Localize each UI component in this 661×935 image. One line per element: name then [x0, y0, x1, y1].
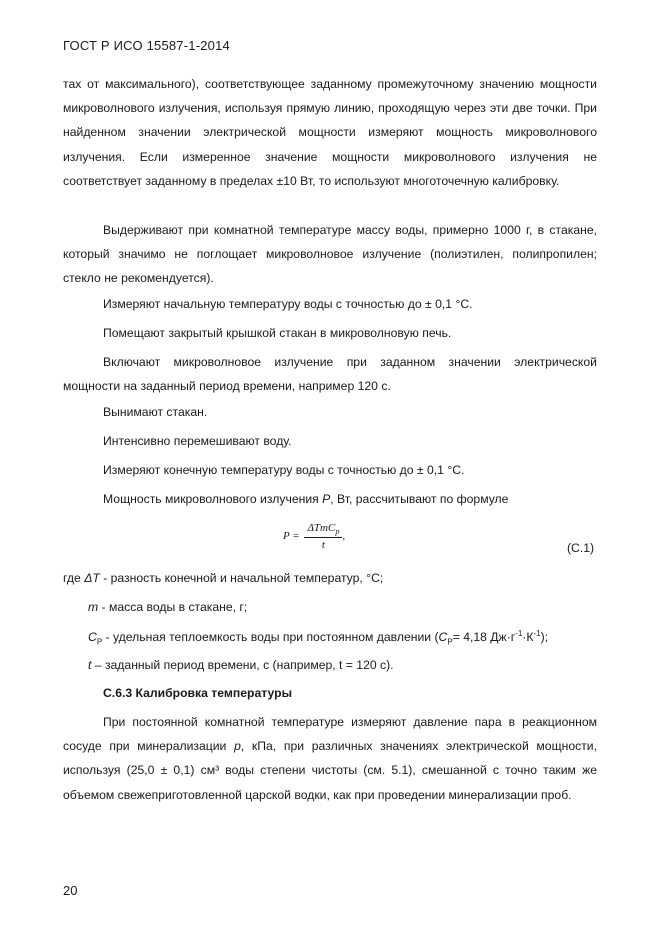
where-delta-t [63, 571, 383, 585]
where-cp-end: ); [540, 630, 549, 645]
paragraph-water-prep-text: Выдерживают при комнатной температуре массу воды, примерно 1000 г, в стакане, который значимо не поглощает микроволновое излучение (полиэтилен, полипропилен; стекло не рекомендуется). [63, 223, 597, 286]
where-cp-sub: P [96, 637, 103, 647]
where-cp-value-sub: P [447, 637, 453, 647]
formula-intro-text: Мощность микроволнового излучения [103, 492, 323, 506]
paragraph-temp-calibration-text-end: , кПа, при различных значениях электрической мощности, используя (25,0 ± 0,1) см³ воды степени чистоты (см. 5.1), смешанной с точно таким же объемом свежеприготовленной царской водки, как при проведении минерализации проб. [63, 739, 597, 802]
where-cp-value: = 4,18 Дж·г [452, 630, 516, 645]
paragraph-temp-calibration-variable: p [234, 739, 241, 754]
where-t [88, 658, 394, 672]
formula-numerator [304, 522, 342, 538]
where-cp-variable: C [88, 630, 97, 645]
where-cp-value-variable: C [438, 630, 448, 645]
where-cp [88, 629, 548, 647]
formula-numerator-text: ΔTmC [307, 522, 336, 534]
where-cp-exp1: -1 [515, 629, 523, 638]
step-stir: Интенсивно перемешивают воду. [103, 434, 292, 448]
paragraph-switch-on [63, 350, 597, 398]
paragraph-continuation: тах от максимального), соответствующее заданному промежуточному значению мощности микроволнового излучения, используя прямую линию, проходящую через эти две точки. При найденном значении электрической мощности измеряют мощность микроволнового излучения. Если измеренное значение мощности микроволнового излучения не соответствует заданному в пределах ±10 Вт, то используют многоточечную калибровку. [63, 77, 597, 188]
section-heading: С.6.3 Калибровка температуры [103, 686, 292, 700]
formula-intro-text-end: , Вт, рассчитывают по формуле [330, 492, 509, 506]
formula-intro [103, 492, 508, 506]
paragraph-temp-calibration [63, 710, 597, 807]
paragraph-switch-on-text: Включают микроволновое излучение при заданном значении электрической мощности на заданный период времени, например 120 с. [63, 355, 597, 394]
paragraph-temp-calibration-text: При постоянной комнатной температуре измеряют давление пара в реакционном сосуде при минерализации [63, 715, 597, 754]
step-initial-temp: Измеряют начальную температуру воды с точностью до ± 0,1 °С. [103, 297, 473, 311]
formula-tail: , [342, 530, 346, 543]
formula-c1 [283, 522, 345, 551]
step-place-beaker: Помещают закрытый крышкой стакан в микроволновую печь. [103, 326, 452, 340]
paragraph-water-prep [63, 218, 597, 291]
where-t-variable: t [88, 658, 92, 672]
formula-number: (С.1) [567, 541, 595, 555]
where-cp-mid: ·К [522, 630, 534, 645]
formula-denominator: t [321, 539, 325, 552]
where-m-text: - масса воды в стакане, г; [98, 600, 248, 614]
where-prefix: где [63, 571, 85, 585]
page-number: 20 [63, 883, 78, 898]
step-remove-beaker: Вынимают стакан. [103, 405, 208, 419]
where-cp-text: - удельная теплоемкость воды при постоянном давлении ( [102, 630, 439, 645]
formula-lhs: P = [283, 530, 300, 543]
where-delta-t-variable: ΔT [84, 571, 100, 585]
where-delta-t-text: - разность конечной и начальной температур, °С; [99, 571, 384, 585]
where-cp-exp2: -1 [533, 629, 541, 638]
formula-intro-variable: P [322, 492, 331, 506]
where-t-text: – заданный период времени, с (например, t = 120 с). [91, 658, 394, 672]
document-header: ГОСТ Р ИСО 15587-1-2014 [63, 38, 230, 53]
step-final-temp: Измеряют конечную температуру воды с точностью до ± 0,1 °С. [103, 463, 465, 477]
where-m-variable: m [88, 600, 99, 614]
where-m [88, 600, 247, 614]
formula-numerator-sub: p [335, 527, 340, 537]
formula-fraction [304, 522, 342, 551]
